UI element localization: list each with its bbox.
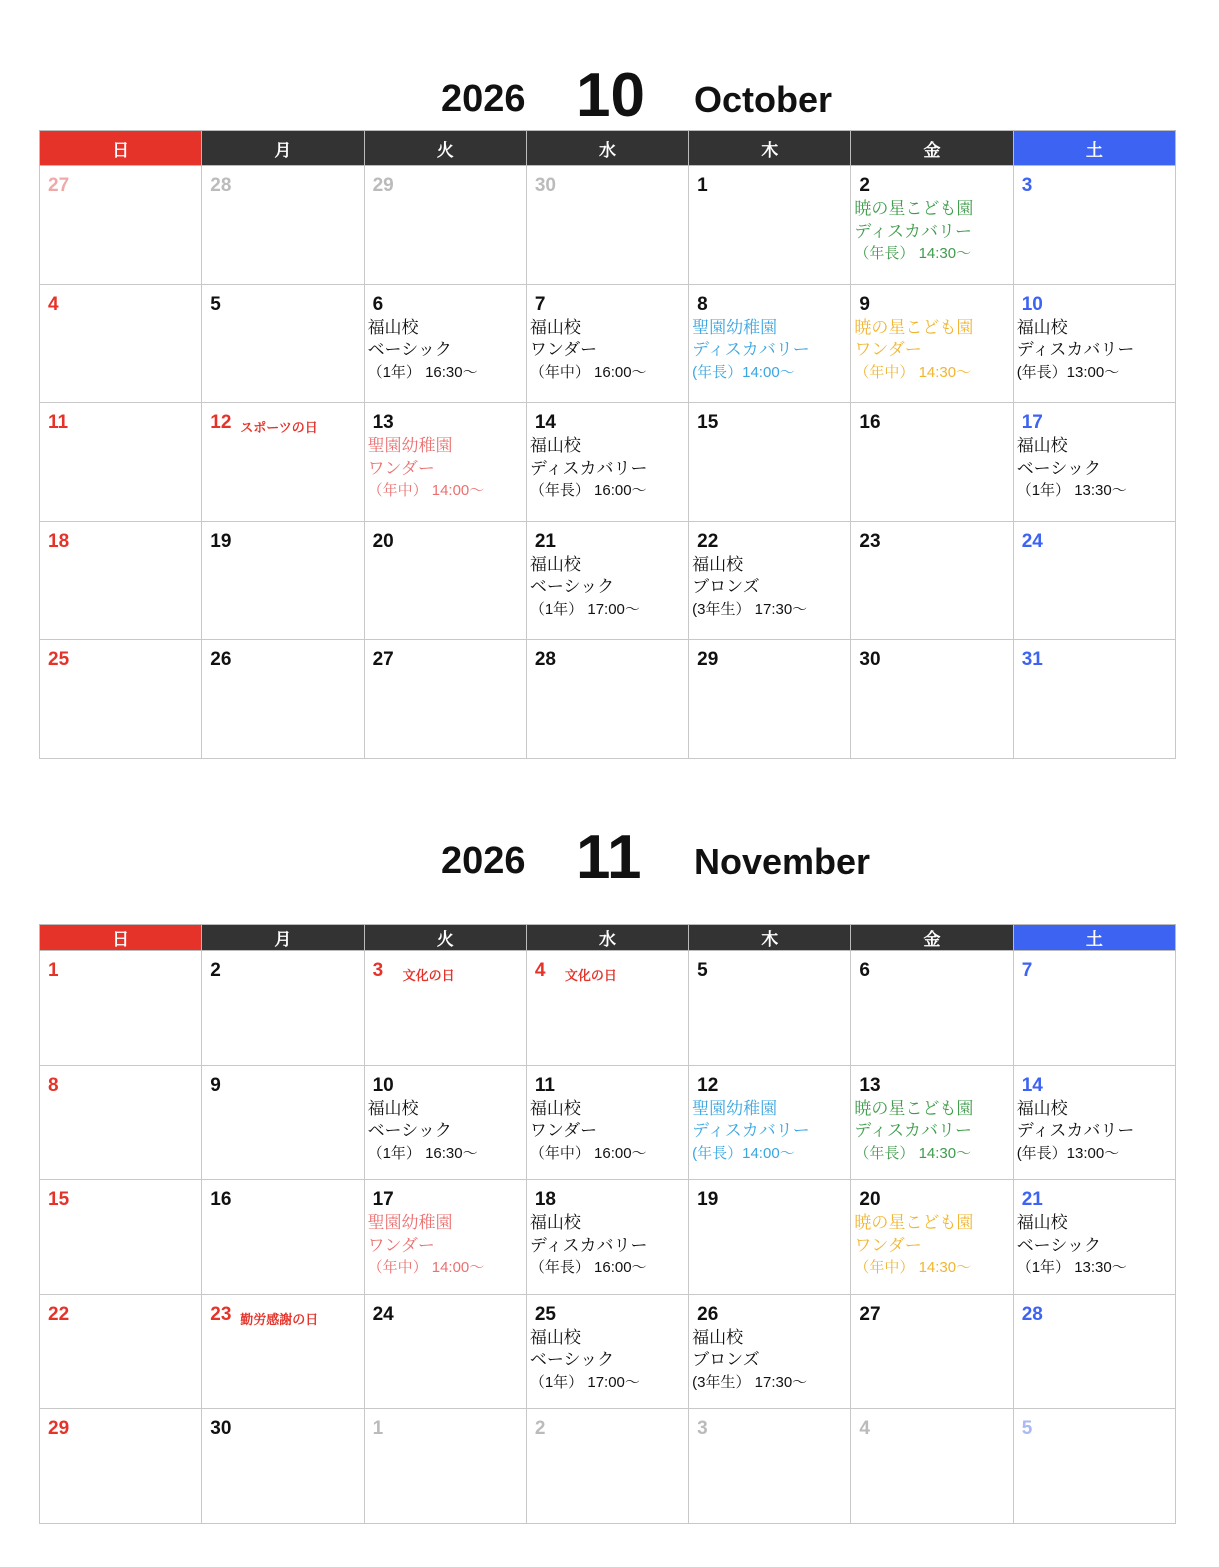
day-number: 5	[697, 960, 708, 981]
event-venue: 暁の星こども園	[854, 1213, 974, 1232]
day-number: 20	[372, 530, 394, 552]
event-venue: 福山校	[529, 554, 581, 574]
calendar-grid-october	[39, 130, 1176, 759]
event-course: ディスカバリー	[692, 1121, 810, 1140]
event-time: (年長）13:00〜	[1016, 363, 1120, 381]
day-cell[interactable]	[851, 166, 1013, 285]
event-course: ディスカバリー	[529, 1235, 648, 1255]
event-venue: 福山校	[367, 1098, 419, 1118]
week-row	[40, 1409, 1176, 1524]
day-cell[interactable]	[1013, 521, 1175, 640]
day-cell[interactable]	[689, 1409, 851, 1524]
day-cell[interactable]	[1013, 284, 1175, 403]
event-block[interactable]	[692, 1327, 807, 1395]
event-venue: 福山校	[1016, 1098, 1068, 1118]
day-cell[interactable]	[1013, 951, 1175, 1066]
day-number: 1	[48, 960, 59, 981]
event-course: ディスカバリー	[854, 1121, 973, 1140]
day-cell[interactable]	[1013, 403, 1175, 522]
day-number: 3	[697, 1418, 708, 1439]
day-cell[interactable]	[526, 640, 688, 759]
day-number: 4	[48, 293, 59, 315]
day-cell[interactable]	[851, 403, 1013, 522]
event-time: （年中） 16:00〜	[529, 1144, 647, 1162]
event-course: ディスカバリー	[529, 458, 648, 478]
event-course: ブロンズ	[692, 577, 760, 596]
event-time: （1年） 16:30〜	[367, 363, 478, 381]
day-cell[interactable]	[202, 640, 364, 759]
holiday-label: 文化の日	[402, 968, 455, 983]
weekday-header	[40, 925, 1176, 951]
day-number: 16	[210, 1189, 232, 1210]
day-number: 25	[534, 1303, 556, 1325]
day-number: 4	[534, 960, 546, 981]
event-block[interactable]	[692, 554, 807, 622]
day-number: 29	[372, 175, 394, 196]
event-course: ブロンズ	[692, 1350, 760, 1369]
event-course: ワンダー	[529, 1121, 598, 1140]
holiday-label: スポーツの日	[240, 420, 318, 435]
event-time: （年中） 14:30〜	[854, 363, 972, 381]
weekday-header-cell: 金	[851, 925, 1013, 951]
event-time: （年中） 14:00〜	[367, 1259, 485, 1276]
event-time: （年長） 16:00〜	[529, 482, 647, 499]
day-number: 13	[372, 412, 394, 433]
day-cell[interactable]	[364, 640, 526, 759]
event-venue: 聖園幼稚園	[692, 1098, 778, 1118]
day-cell[interactable]	[851, 521, 1013, 640]
day-cell[interactable]	[364, 284, 526, 403]
day-number: 2	[210, 960, 221, 981]
day-number: 28	[1021, 1303, 1043, 1325]
day-number: 29	[48, 1418, 70, 1439]
event-time: （年長） 16:00〜	[529, 1259, 647, 1276]
day-cell[interactable]	[1013, 1294, 1175, 1409]
day-number: 20	[859, 1189, 881, 1210]
day-cell[interactable]	[202, 1409, 364, 1524]
event-block[interactable]	[530, 1327, 640, 1395]
event-time: (3年生） 17:30〜	[692, 600, 808, 618]
event-block[interactable]	[692, 317, 810, 385]
weekday-header-cell: 木	[689, 925, 851, 951]
day-cell[interactable]	[40, 1180, 202, 1295]
day-number: 22	[697, 530, 719, 552]
event-venue: 聖園幼稚園	[367, 1213, 453, 1232]
day-number: 14	[1021, 1074, 1043, 1096]
event-time: （年長） 14:30〜	[854, 245, 972, 262]
event-venue: 福山校	[367, 317, 419, 337]
day-number: 31	[1021, 649, 1043, 670]
day-cell[interactable]	[1013, 1409, 1175, 1524]
week-row	[40, 1065, 1176, 1180]
day-number: 30	[534, 175, 556, 196]
day-number: 1	[697, 175, 708, 196]
day-number: 3	[1021, 175, 1033, 196]
day-number: 11	[48, 412, 69, 433]
event-block[interactable]	[692, 1098, 810, 1166]
event-time: （1年） 13:30〜	[1016, 482, 1127, 499]
event-venue: 福山校	[1016, 317, 1068, 337]
day-cell[interactable]	[851, 1294, 1013, 1409]
day-number: 4	[859, 1418, 870, 1439]
day-number: 21	[534, 530, 556, 552]
day-cell[interactable]	[526, 1065, 688, 1180]
week-row	[40, 1180, 1176, 1295]
day-cell[interactable]	[202, 166, 364, 285]
day-cell[interactable]	[40, 640, 202, 759]
event-block[interactable]	[530, 317, 647, 385]
day-cell[interactable]	[364, 166, 526, 285]
event-time: (年長）14:00〜	[692, 1144, 795, 1162]
event-venue: 暁の星こども園	[854, 317, 974, 337]
event-time: （1年） 16:30〜	[367, 1144, 478, 1162]
day-cell[interactable]	[689, 521, 851, 640]
day-cell[interactable]	[364, 1180, 526, 1295]
event-block[interactable]	[854, 1212, 973, 1280]
day-cell[interactable]	[202, 1180, 364, 1295]
day-cell[interactable]	[526, 1294, 688, 1409]
day-number: 5	[1021, 1418, 1033, 1439]
day-cell[interactable]	[364, 1294, 526, 1409]
day-cell[interactable]	[851, 1409, 1013, 1524]
day-number: 26	[210, 649, 232, 670]
event-course: ワンダー	[367, 1235, 435, 1255]
week-row	[40, 640, 1176, 759]
day-number: 6	[372, 293, 384, 315]
event-venue: 福山校	[529, 436, 581, 455]
holiday-label: 勤労感謝の日	[240, 1311, 319, 1327]
weekday-header-cell: 土	[1013, 925, 1175, 951]
day-cell[interactable]	[40, 284, 202, 403]
day-number: 25	[48, 649, 70, 670]
day-number: 27	[372, 649, 394, 670]
day-cell[interactable]	[851, 1180, 1013, 1295]
title-month: 11	[576, 823, 642, 892]
weekday-header-cell: 月	[202, 131, 364, 166]
day-number: 21	[1021, 1189, 1043, 1210]
event-course: ワンダー	[367, 458, 435, 478]
holiday-label: 文化の日	[564, 968, 617, 983]
day-cell[interactable]	[689, 403, 851, 522]
day-cell[interactable]	[364, 1409, 526, 1524]
week-row	[40, 1294, 1176, 1409]
weekday-header-cell: 木	[689, 131, 851, 166]
day-number: 29	[697, 649, 719, 670]
event-venue: 福山校	[529, 1098, 581, 1118]
day-cell[interactable]	[202, 1294, 364, 1409]
event-block[interactable]	[530, 435, 648, 503]
day-number: 2	[859, 175, 870, 196]
event-time: （1年） 17:00〜	[529, 1373, 640, 1391]
week-row	[40, 284, 1176, 403]
event-venue: 福山校	[529, 1327, 581, 1347]
weekday-header-cell: 日	[40, 131, 202, 166]
day-number: 30	[210, 1418, 232, 1439]
day-number: 22	[48, 1303, 70, 1325]
title-month-name: October	[694, 79, 833, 120]
day-number: 7	[1021, 960, 1033, 981]
day-number: 12	[697, 1074, 719, 1096]
day-number: 15	[48, 1189, 70, 1210]
day-cell[interactable]	[851, 284, 1013, 403]
title-month-name: November	[694, 841, 871, 882]
day-number: 3	[372, 960, 384, 981]
event-block[interactable]	[368, 435, 485, 503]
day-number: 12	[210, 412, 232, 433]
title-month: 10	[576, 61, 645, 130]
event-course: ディスカバリー	[854, 221, 973, 241]
day-cell[interactable]	[40, 1409, 202, 1524]
day-cell[interactable]	[851, 951, 1013, 1066]
event-block[interactable]	[854, 198, 973, 266]
event-course: ディスカバリー	[692, 340, 810, 359]
event-block[interactable]	[530, 1212, 648, 1280]
day-cell[interactable]	[526, 951, 688, 1066]
event-block[interactable]	[854, 317, 973, 385]
day-cell[interactable]	[851, 1065, 1013, 1180]
event-venue: 福山校	[692, 554, 744, 574]
event-venue: 暁の星こども園	[854, 199, 974, 218]
event-block[interactable]	[1017, 317, 1135, 385]
day-number: 26	[697, 1303, 719, 1325]
title-year: 2026	[441, 840, 526, 882]
event-time: （1年） 17:00〜	[529, 600, 640, 618]
event-block[interactable]	[1017, 435, 1127, 503]
day-cell[interactable]	[364, 521, 526, 640]
day-cell[interactable]	[526, 284, 688, 403]
event-venue: 暁の星こども園	[854, 1098, 974, 1118]
day-number: 10	[1021, 293, 1043, 315]
weekday-header	[40, 131, 1176, 166]
calendar-title-october	[0, 60, 1219, 140]
event-venue: 福山校	[529, 1213, 581, 1232]
day-cell[interactable]	[40, 951, 202, 1066]
day-cell[interactable]	[40, 166, 202, 285]
calendar-grid-november	[39, 924, 1176, 1524]
event-block[interactable]	[1017, 1098, 1135, 1166]
day-cell[interactable]	[202, 284, 364, 403]
week-row	[40, 403, 1176, 522]
day-number: 15	[697, 412, 719, 433]
weekday-header-cell: 日	[40, 925, 202, 951]
day-cell[interactable]	[526, 166, 688, 285]
day-cell[interactable]	[689, 284, 851, 403]
day-number: 6	[859, 960, 870, 981]
day-number: 5	[210, 293, 221, 315]
day-number: 28	[534, 649, 556, 670]
event-venue: 福山校	[529, 317, 581, 337]
day-cell[interactable]	[689, 1065, 851, 1180]
day-number: 16	[859, 412, 881, 433]
day-cell[interactable]	[40, 1065, 202, 1180]
day-number: 9	[859, 293, 870, 315]
weekday-header-cell: 水	[526, 925, 688, 951]
day-cell[interactable]	[526, 1180, 688, 1295]
day-cell[interactable]	[40, 521, 202, 640]
weekday-header-cell: 火	[364, 925, 526, 951]
event-time: (年長）13:00〜	[1016, 1144, 1120, 1162]
event-time: （1年） 13:30〜	[1016, 1259, 1127, 1276]
event-course: ディスカバリー	[1016, 1121, 1135, 1140]
day-cell[interactable]	[1013, 1180, 1175, 1295]
day-cell[interactable]	[689, 951, 851, 1066]
day-number: 28	[210, 175, 232, 196]
day-number: 18	[534, 1189, 556, 1210]
event-course: ワンダー	[529, 340, 598, 359]
weekday-header-cell: 土	[1013, 131, 1175, 166]
day-number: 17	[1021, 412, 1043, 433]
day-number: 24	[1021, 530, 1043, 552]
day-number: 10	[372, 1074, 394, 1096]
day-cell[interactable]	[1013, 166, 1175, 285]
week-row	[40, 166, 1176, 285]
day-number: 18	[48, 530, 70, 552]
day-cell[interactable]	[40, 403, 202, 522]
weekday-header-cell: 金	[851, 131, 1013, 166]
event-block[interactable]	[368, 1212, 485, 1280]
event-course: ベーシック	[1016, 1235, 1102, 1255]
weekday-header-cell: 月	[202, 925, 364, 951]
day-number: 14	[534, 412, 556, 433]
day-cell[interactable]	[364, 951, 526, 1066]
event-block[interactable]	[1017, 1212, 1127, 1280]
event-time: （年中） 16:00〜	[529, 363, 647, 381]
event-venue: 聖園幼稚園	[367, 436, 453, 455]
week-row	[40, 521, 1176, 640]
day-cell[interactable]	[202, 521, 364, 640]
day-cell[interactable]	[689, 1294, 851, 1409]
event-time: （年中） 14:00〜	[367, 482, 485, 499]
weekday-header-cell: 火	[364, 131, 526, 166]
day-number: 27	[48, 175, 70, 196]
event-course: ベーシック	[1016, 458, 1102, 478]
day-number: 17	[372, 1189, 394, 1210]
day-cell[interactable]	[202, 1065, 364, 1180]
day-cell[interactable]	[689, 640, 851, 759]
day-number: 1	[372, 1418, 384, 1439]
event-course: ベーシック	[367, 1121, 452, 1140]
day-number: 19	[210, 530, 232, 552]
day-number: 23	[859, 530, 881, 552]
day-cell[interactable]	[526, 521, 688, 640]
event-venue: 福山校	[692, 1327, 744, 1347]
event-block[interactable]	[368, 1098, 478, 1166]
day-number: 23	[210, 1303, 232, 1325]
event-course: ベーシック	[529, 1350, 615, 1369]
event-course: ベーシック	[529, 577, 615, 596]
day-cell[interactable]	[851, 640, 1013, 759]
day-number: 7	[534, 293, 546, 315]
event-time: (年長）14:00〜	[692, 363, 795, 381]
event-block[interactable]	[530, 554, 640, 622]
day-number: 24	[372, 1303, 394, 1325]
event-course: ワンダー	[854, 340, 922, 359]
day-number: 11	[534, 1074, 555, 1096]
day-number: 13	[859, 1074, 881, 1096]
day-cell[interactable]	[1013, 1065, 1175, 1180]
event-time: (3年生） 17:30〜	[692, 1373, 808, 1391]
day-cell[interactable]	[689, 166, 851, 285]
event-course: ディスカバリー	[1016, 340, 1135, 359]
day-number: 2	[534, 1418, 546, 1439]
event-venue: 聖園幼稚園	[692, 317, 778, 337]
event-venue: 福山校	[1016, 436, 1068, 455]
event-time: （年長） 14:30〜	[854, 1144, 972, 1162]
event-time: （年中） 14:30〜	[854, 1259, 972, 1276]
event-block[interactable]	[530, 1098, 647, 1166]
event-venue: 福山校	[1016, 1213, 1068, 1232]
event-block[interactable]	[368, 317, 478, 385]
day-number: 8	[48, 1074, 59, 1096]
event-block[interactable]	[854, 1098, 973, 1166]
day-cell[interactable]	[1013, 640, 1175, 759]
day-cell[interactable]	[202, 951, 364, 1066]
week-row	[40, 951, 1176, 1066]
day-number: 19	[697, 1189, 719, 1210]
day-cell[interactable]	[689, 1180, 851, 1295]
day-number: 8	[697, 293, 708, 315]
day-number: 27	[859, 1303, 881, 1325]
day-cell[interactable]	[202, 403, 364, 522]
day-cell[interactable]	[40, 1294, 202, 1409]
title-year: 2026	[441, 78, 526, 120]
weekday-header-cell: 水	[526, 131, 688, 166]
day-number: 9	[210, 1074, 221, 1096]
day-cell[interactable]	[364, 403, 526, 522]
day-cell[interactable]	[526, 1409, 688, 1524]
day-number: 30	[859, 649, 881, 670]
day-cell[interactable]	[364, 1065, 526, 1180]
event-course: ベーシック	[367, 340, 452, 359]
day-cell[interactable]	[526, 403, 688, 522]
event-course: ワンダー	[854, 1235, 922, 1255]
calendar-title-november	[0, 822, 1219, 902]
